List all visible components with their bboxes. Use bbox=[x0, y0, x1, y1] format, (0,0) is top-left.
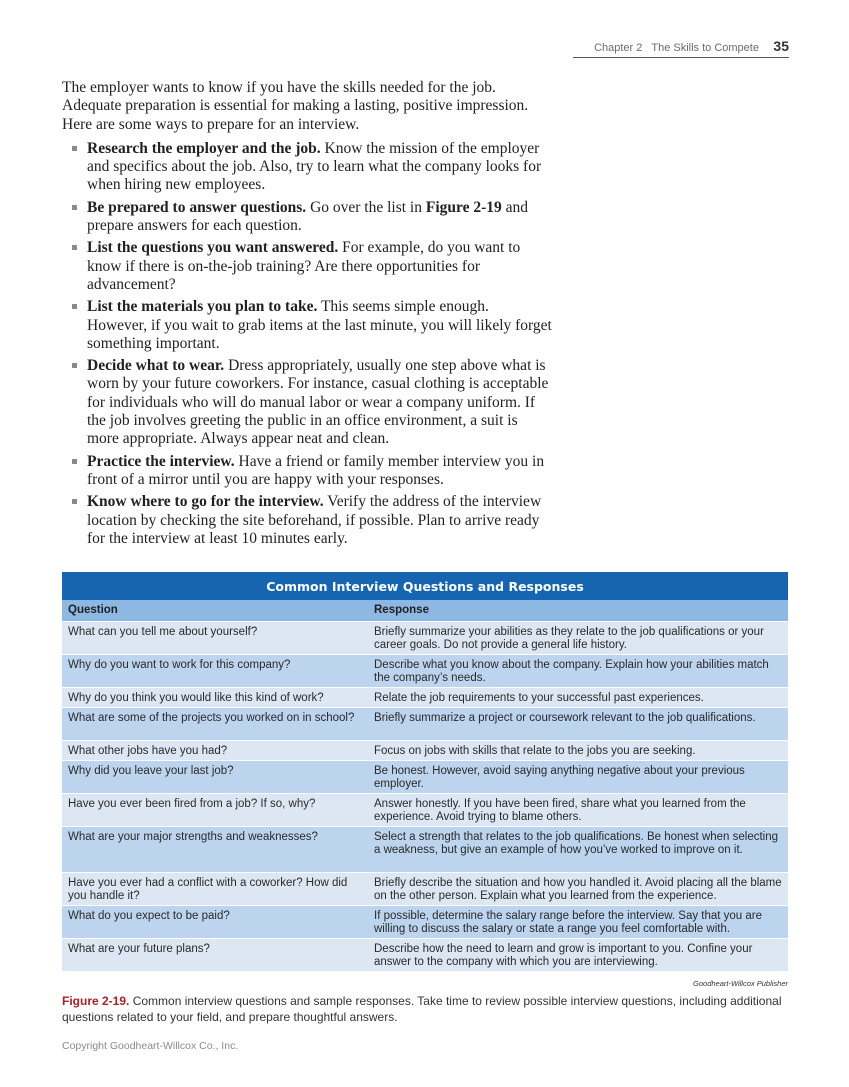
response-cell: Select a strength that relates to the job qualifications. Be honest when selecting a weakness, but give an example of how you’ve worked to improve on it. bbox=[374, 831, 779, 857]
table-row bbox=[62, 654, 788, 687]
page-number: 35 bbox=[773, 38, 789, 54]
bullet-icon bbox=[72, 245, 77, 250]
question-cell: What can you tell me about yourself? bbox=[68, 626, 258, 638]
response-cell: Briefly describe the situation and how you handled it. Avoid placing all the blame on the other person. Explain what you learned from the experience. bbox=[374, 877, 782, 903]
bullet-term: Practice the interview. bbox=[87, 452, 235, 470]
bullet-term: Know where to go for the interview. bbox=[87, 493, 324, 511]
bullet-term: Decide what to wear. bbox=[87, 357, 225, 375]
page-header bbox=[0, 38, 789, 56]
list-item bbox=[62, 239, 552, 294]
question-cell: Why do you think you would like this kind of work? bbox=[68, 692, 324, 704]
bullet-icon bbox=[72, 205, 77, 210]
list-item bbox=[62, 493, 552, 548]
response-cell: Be honest. However, avoid saying anything negative about your previous employer. bbox=[374, 765, 745, 791]
bullet-term: Research the employer and the job. bbox=[87, 139, 321, 157]
response-cell: Answer honestly. If you have been fired, share what you learned from the experience. Avoid trying to blame others. bbox=[374, 798, 746, 824]
bullet-term: List the materials you plan to take. bbox=[87, 298, 318, 316]
running-head: Chapter 2 The Skills to Compete bbox=[594, 42, 759, 54]
table-row bbox=[62, 740, 788, 760]
copyright-notice: Copyright Goodheart-Willcox Co., Inc. bbox=[62, 1040, 239, 1052]
table-header-row bbox=[62, 600, 788, 621]
response-cell: Focus on jobs with skills that relate to the jobs you are seeking. bbox=[374, 745, 696, 757]
column-header-question: Question bbox=[68, 604, 118, 616]
question-cell: What are your future plans? bbox=[68, 943, 210, 955]
table-row bbox=[62, 826, 788, 872]
list-item bbox=[62, 357, 552, 448]
bullet-icon bbox=[72, 363, 77, 368]
list-item bbox=[62, 453, 552, 490]
table-row bbox=[62, 687, 788, 707]
question-cell: What are some of the projects you worked on in school? bbox=[68, 712, 355, 724]
question-cell: What do you expect to be paid? bbox=[68, 910, 230, 922]
response-cell: Relate the job requirements to your successful past experiences. bbox=[374, 692, 704, 704]
table-row bbox=[62, 872, 788, 905]
response-cell: If possible, determine the salary range before the interview. Say that you are willing to discuss the salary or state a range you feel comfortable with. bbox=[374, 910, 763, 936]
response-cell: Briefly summarize a project or coursework relevant to the job qualifications. bbox=[374, 712, 756, 724]
preparation-list bbox=[62, 140, 552, 548]
response-cell: Describe how the need to learn and grow is important to you. Confine your answer to the company with which you are interviewing. bbox=[374, 943, 753, 969]
bullet-icon bbox=[72, 146, 77, 151]
list-item bbox=[62, 298, 552, 353]
bullet-text: Verify the address of the interview location by checking the site beforehand, if possible. Plan to arrive ready for the interview at least 10 minutes early. bbox=[87, 493, 542, 547]
bullet-text: Know the mission of the employer and specifics about the job. Also, try to learn what the company looks for when hiring new employees. bbox=[87, 139, 542, 194]
table-row bbox=[62, 938, 788, 971]
question-cell: What other jobs have you had? bbox=[68, 745, 228, 757]
table-row bbox=[62, 905, 788, 938]
interview-questions-table bbox=[62, 572, 788, 971]
table-row bbox=[62, 793, 788, 826]
bullet-text: and prepare answers for each question. bbox=[87, 198, 529, 235]
bullet-text: For example, do you want to know if there is on-the-job training? Are there opportunities for advancement? bbox=[87, 239, 521, 293]
intro-paragraph: The employer wants to know if you have the skills needed for the job. Adequate preparation is essential for making a lasting, positive impression. Here are some ways to prepare for an interview. bbox=[62, 79, 529, 133]
bullet-icon bbox=[72, 459, 77, 464]
question-cell: Why do you want to work for this company? bbox=[68, 659, 291, 671]
bullet-text: Go over the list in bbox=[306, 198, 426, 216]
figure-caption bbox=[62, 994, 782, 1025]
body-text bbox=[62, 79, 552, 552]
table-row bbox=[62, 760, 788, 793]
bullet-text: Dress appropriately, usually one step above what is worn by your future coworkers. For instance, casual clothing is acceptable for individuals who will do manual labor or wear a company uniform. If the job involves greeting the public in an office environment, a suit is more appropriate. Always appear neat and clean. bbox=[87, 357, 549, 448]
bullet-text: This seems simple enough. However, if you wait to grab items at the last minute, you will likely forget something important. bbox=[87, 298, 552, 352]
table-row bbox=[62, 707, 788, 740]
column-header-response: Response bbox=[374, 604, 429, 616]
bullet-term: Be prepared to answer questions. bbox=[87, 198, 307, 216]
caption-text: Common interview questions and sample responses. Take time to review possible interview questions, including additional questions related to your field, and prepare thoughtful answers. bbox=[62, 994, 782, 1024]
question-cell: Have you ever been fired from a job? If so, why? bbox=[68, 798, 316, 810]
figure-label: Figure 2-19. bbox=[62, 994, 130, 1008]
question-cell: Why did you leave your last job? bbox=[68, 765, 234, 777]
publisher-credit: Goodheart-Willcox Publisher bbox=[693, 979, 788, 988]
response-cell: Briefly summarize your abilities as they relate to the job qualifications or your career goals. Do not provide a general life history. bbox=[374, 626, 764, 652]
question-cell: What are your major strengths and weaknesses? bbox=[68, 831, 318, 843]
list-item bbox=[62, 140, 552, 195]
bullet-term: List the questions you want answered. bbox=[87, 239, 339, 257]
table-row bbox=[62, 621, 788, 654]
table-title: Common Interview Questions and Responses bbox=[62, 572, 788, 600]
bullet-text: Have a friend or family member interview you in front of a mirror until you are happy with your responses. bbox=[87, 452, 545, 488]
header-rule bbox=[573, 57, 789, 58]
figure-reference: Figure 2-19 bbox=[425, 198, 502, 216]
bullet-icon bbox=[72, 304, 77, 309]
response-cell: Describe what you know about the company. Explain how your abilities match the company’s needs. bbox=[374, 659, 769, 685]
list-item bbox=[62, 199, 552, 236]
question-cell: Have you ever had a conflict with a coworker? How did you handle it? bbox=[68, 877, 348, 903]
bullet-icon bbox=[72, 499, 77, 504]
